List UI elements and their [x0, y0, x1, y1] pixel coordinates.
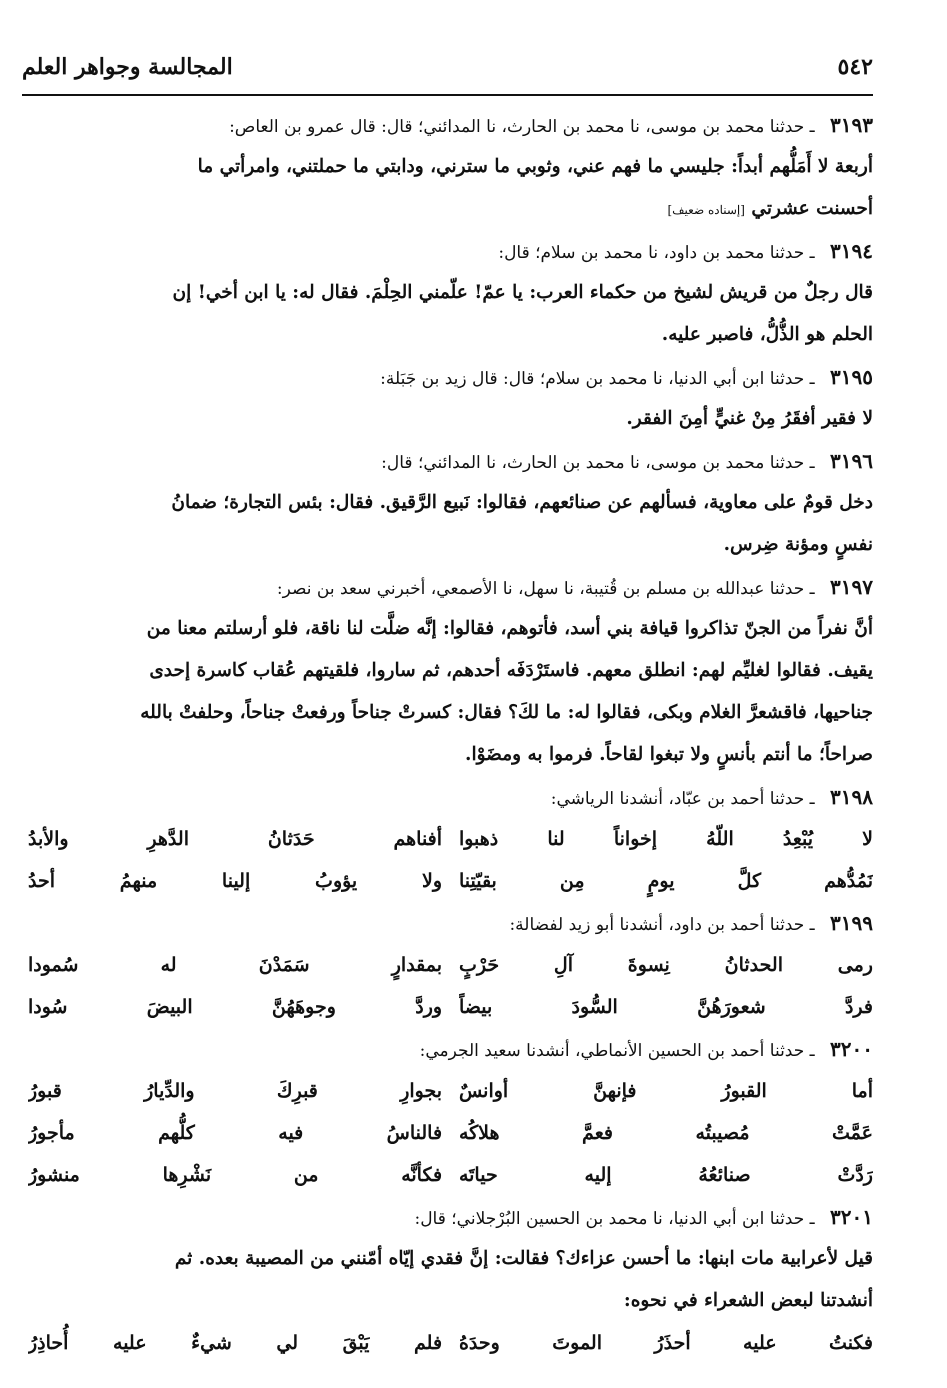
- book-title: المجالسة وجواهر العلم: [22, 54, 233, 80]
- entry-number: ٣٢٠١: [830, 1205, 873, 1229]
- chain-text: ـ حدثنا أحمد بن داود، أنشدنا أبو زيد لفضالة:: [509, 915, 815, 935]
- verse-first-hemistich: لا يُبْعِدُ اللّهُ إخواناً لنا ذهبوا: [458, 828, 873, 850]
- entry-text-line: الحلم هو الذُّلُّ، فاصبر عليه.: [661, 324, 873, 345]
- entry-text-line: قيل لأعرابية مات ابنها: ما أحسن عزاءك؟ فقالت: إنَّ فقدي إيّاه أمّنني من المصيبة بعده. ثم: [174, 1248, 873, 1269]
- verse-second-hemistich: بجوارِ قبرِكَ والدِّيارُ قبورُ: [28, 1080, 443, 1102]
- verse-line: [28, 1322, 873, 1364]
- verse-second-hemistich: فكأنَّه من نَشْرِها منشورُ: [28, 1164, 443, 1186]
- verse-second-hemistich: ولا يؤوبُ إلينا منهمُ أحدُ: [28, 870, 443, 892]
- verse-line: [28, 818, 873, 860]
- entry-text-line: أنَّ نفراً من الجنّ تذاكروا قيافة بني أسد، فأتوهم، فقالوا: إنَّه ضلَّت لنا ناقة، فلو أرسلتم معنا من: [146, 618, 873, 639]
- header-rule: [22, 94, 873, 96]
- verse-second-hemistich: فالناسُ فيه كلُّهم مأجورُ: [28, 1122, 443, 1144]
- entry-text-line: أحسنت عشرتي [إسناده ضعيف]: [667, 198, 873, 219]
- chain-text: ـ حدثنا ابن أبي الدنيا، نا محمد بن سلام؛ قال: قال زيد بن جَبَلة:: [380, 369, 815, 389]
- verse-first-hemistich: رَدَّتْ صنائعُهُ إليه حياتَه: [458, 1164, 873, 1186]
- entry-text-line: قال رجلٌ من قريش لشيخ من حكماء العرب: يا عمّ! علّمني الحِلْمَ. فقال له: يا ابن أخي! إن: [172, 282, 873, 303]
- entry-text-line: أنشدتنا لبعض الشعراء في نحوه:: [623, 1290, 873, 1311]
- chain-text: ـ حدثنا أحمد بن الحسين الأنماطي، أنشدنا سعيد الجرمي:: [419, 1041, 815, 1061]
- verse-line: [28, 1070, 873, 1112]
- verse-line: [28, 986, 873, 1028]
- verse-second-hemistich: فلم يَبْقَ لي شيءٌ عليه أُحاذِرُ: [28, 1332, 443, 1354]
- entry-chain: [28, 1028, 873, 1070]
- entry-number: ٣١٩٨: [830, 785, 873, 809]
- entry-text-line: لا فقير أفقَرُ مِنْ غنيٍّ أمِنَ الفقر.: [626, 408, 873, 429]
- page-number: ٥٤٢: [837, 54, 873, 80]
- verse-line: [28, 1112, 873, 1154]
- entry-text-line: صراحاً؛ ما أنتم بأنسٍ ولا تبغوا لقاحاً. فرموا به ومضَوْا.: [465, 744, 873, 765]
- verse-second-hemistich: بمقدارٍ سَمَدْنَ له سُمودا: [28, 954, 443, 976]
- chain-text: ـ حدثنا محمد بن موسى، نا محمد بن الحارث، نا المدائني؛ قال: قال عمرو بن العاص:: [229, 117, 815, 137]
- verse-second-hemistich: وردَّ وجوهَهُنَّ البيضَ سُودا: [28, 996, 443, 1018]
- chain-text: ـ حدثنا ابن أبي الدنيا، نا محمد بن الحسين البُرْجلاني؛ قال:: [414, 1209, 815, 1229]
- chain-text: ـ حدثنا محمد بن داود، نا محمد بن سلام؛ قال:: [498, 243, 815, 263]
- entry-chain: [28, 230, 873, 272]
- entry-number: ٣١٩٤: [830, 239, 873, 263]
- entry-number: ٣١٩٦: [830, 449, 873, 473]
- entry-text-line: نفسٍ ومؤنة ضِرس.: [723, 534, 873, 555]
- verse-line: [28, 1154, 873, 1196]
- verse-second-hemistich: أفناهم حَدَثانُ الدَّهرِ والأبدُ: [28, 828, 443, 850]
- entry-number: ٣٢٠٠: [830, 1037, 873, 1061]
- entry-chain: [28, 902, 873, 944]
- verse-first-hemistich: فردَّ شعورَهُنَّ السُّودَ بيضاً: [458, 996, 873, 1018]
- chain-text: ـ حدثنا أحمد بن عبّاد، أنشدنا الرياشي:: [550, 789, 815, 809]
- verse-first-hemistich: عَمَّتْ مُصيبتُه فعمَّ هلاكُه: [458, 1122, 873, 1144]
- entry-chain: [28, 776, 873, 818]
- entry-chain: [28, 440, 873, 482]
- grading-note: [إسناده ضعيف]: [667, 203, 745, 217]
- verse-first-hemistich: فكنتُ عليه أحذَرُ الموتَ وحدَهُ: [458, 1332, 873, 1354]
- verse-line: [28, 944, 873, 986]
- entry-text-line: دخل قومٌ على معاوية، فسألهم عن صنائعهم، فقالوا: نَبيع الرَّقيق. فقال: بئس التجارة؛ ضمانُ: [171, 492, 873, 513]
- entry-number: ٣١٩٣: [830, 113, 873, 137]
- verse-first-hemistich: رمى الحدثانُ نِسوةَ آلِ حَرْبٍ: [458, 954, 873, 976]
- entry-chain: [28, 104, 873, 146]
- entry-text-line: جناحيها، فاقشعرَّ الغلام وبكى، فقالوا له: ما لكَ؟ فقال: كسرتْ جناحاً ورفعتْ جناحاً، وحلفتْ بالله: [140, 702, 873, 723]
- entry-number: ٣١٩٥: [830, 365, 873, 389]
- entry-chain: [28, 566, 873, 608]
- chain-text: ـ حدثنا عبدالله بن مسلم بن قُتيبة، نا سهل، نا الأصمعي، أخبرني سعد بن نصر:: [276, 579, 815, 599]
- verse-first-hemistich: أما القبورُ فإنهنَّ أوانسٌ: [458, 1080, 873, 1102]
- verse-first-hemistich: نَمُدُّهم كلَّ يومٍ مِن بقيّتِنا: [458, 870, 873, 892]
- chain-text: ـ حدثنا محمد بن موسى، نا محمد بن الحارث، نا المدائني؛ قال:: [381, 453, 815, 473]
- entry-chain: [28, 1196, 873, 1238]
- page-body: [28, 104, 873, 1364]
- entry-chain: [28, 356, 873, 398]
- verse-line: [28, 860, 873, 902]
- entry-text-line: أربعة لا أَمَلُّهم أبداً: جليسي ما فهم عني، وثوبي ما سترني، ودابتي ما حملتني، وامرأتي ما: [197, 156, 873, 177]
- entry-number: ٣١٩٧: [830, 575, 873, 599]
- page-header: [22, 54, 873, 80]
- entry-number: ٣١٩٩: [830, 911, 873, 935]
- entry-text-line: يقيف. فقالوا لغليِّم لهم: انطلق معهم. فاستَرْدَفَه أحدهم، ثم ساروا، فلقيتهم عُقاب كاسرة إحدى: [149, 660, 873, 681]
